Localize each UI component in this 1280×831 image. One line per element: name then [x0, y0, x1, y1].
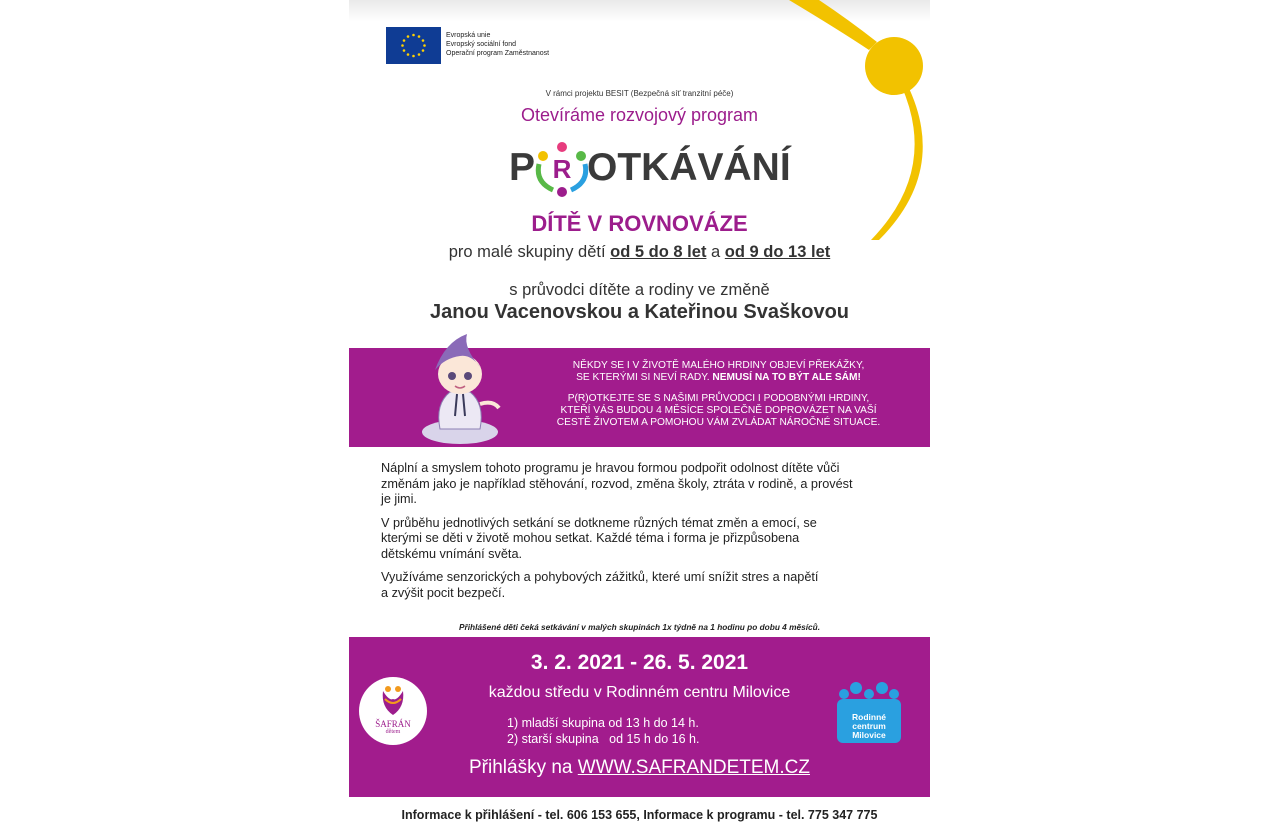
group-time-1: 1) mladší skupina od 13 h do 14 h.	[507, 716, 699, 730]
desc-p2-l2: kterými se děti v životě mohou setkat. Každé téma i forma je přizpůsobena	[381, 531, 800, 545]
age-range-2: od 9 do 13 let	[724, 243, 831, 261]
logo-prefix: P	[509, 146, 536, 189]
hero-banner-text	[527, 360, 910, 438]
desc-p1-l1: Náplní a smyslem tohoto programu je hravou formou podpořit odolnost dítěte vůči	[381, 461, 840, 475]
banner-p1-line2b: NEMUSÍ NA TO BÝT ALE SÁM!	[712, 372, 861, 383]
schedule-note: Přihlášené děti čeká setkávání v malých skupinách 1x týdně na 1 hodinu po dobu 4 měsíců.	[458, 622, 821, 632]
age-range-1: od 5 do 8 let	[610, 243, 707, 261]
ages-join: a	[706, 243, 725, 261]
rc-line-2: centrum	[852, 721, 886, 731]
banner-p2-line2: KTEŘÍ VÁS BUDOU 4 MĚSÍCE SPOLEČNĚ DOPROVÁZET NA VAŠÍ	[560, 405, 877, 416]
guides-names: Janou Vacenovskou a Kateřinou Svaškovou	[429, 301, 850, 323]
flyer-page	[349, 0, 930, 831]
description-paragraph-1	[381, 461, 911, 508]
schedule-banner	[349, 637, 930, 797]
hero-banner	[349, 348, 930, 447]
age-groups-line	[349, 243, 930, 262]
banner-p1-line2a: SE KTERÝMI SI NEVÍ RADY.	[576, 372, 713, 383]
guides-intro: s průvodci dítěte a rodiny ve změně	[509, 281, 770, 299]
rc-line-1: Rodinné	[852, 712, 886, 722]
program-subtitle: DÍTĚ V ROVNOVÁZE	[531, 211, 748, 236]
rc-logo-text	[834, 713, 904, 740]
eu-line-3: Operační program Zaměstnanost	[446, 50, 550, 57]
desc-p2-l1: V průběhu jednotlivých setkání se dotkneme různých témat změn a emocí, se	[381, 515, 817, 530]
program-description	[381, 461, 911, 609]
group-time-2: 2) starší skupina od 15 h do 16 h.	[507, 732, 700, 746]
weekly-location: každou středu v Rodinném centru Milovice	[488, 684, 791, 701]
rc-line-3: Milovice	[852, 730, 886, 740]
intro-heading: Otevíráme rozvojový program	[520, 105, 759, 125]
eu-line-1: Evropská unie	[446, 32, 491, 39]
safran-sub: dětem	[385, 729, 401, 735]
signup-lead: Přihlášky na	[469, 757, 578, 778]
banner-p2-line1: P(R)OTKEJTE SE S NAŠIMI PRŮVODCI I PODOBNÝMI HRDINY,	[567, 393, 870, 404]
desc-p3-l2: a zvýšit pocit bezpečí.	[381, 585, 506, 600]
desc-p3-l1: Využíváme senzorických a pohybových zážitků, které umí snížit stres a napětí	[381, 570, 819, 584]
signup-url[interactable]: WWW.SAFRANDETEM.CZ	[577, 757, 810, 778]
desc-p1-l3: je jimi.	[381, 492, 417, 506]
logo-mark-letter: R	[552, 154, 572, 184]
protkavani-logo	[509, 142, 791, 198]
banner-p1-line1: NĚKDY SE I V ŽIVOTĚ MALÉHO HRDINY OBJEVÍ PŘEKÁŽKY,	[572, 360, 865, 371]
banner-p2-line3: CESTĚ ŽIVOTEM A POMOHOU VÁM ZVLÁDAT NÁROČNÉ SITUACE.	[556, 417, 881, 428]
rodinne-centrum-logo	[834, 679, 904, 745]
mascot-fairy-icon	[415, 334, 505, 444]
project-line: V rámci projektu BESIT (Bezpečná síť tranzitní péče)	[545, 89, 734, 98]
contact-info: Informace k přihlášení - tel. 606 153 655, Informace k programu - tel. 775 347 775	[401, 808, 878, 822]
desc-p2-l3: dětskému vnímání světa.	[381, 546, 523, 561]
signup-line	[349, 757, 930, 779]
safran-name: ŠAFRÁN	[375, 719, 411, 729]
eu-text	[446, 31, 549, 58]
description-paragraph-3	[381, 570, 911, 601]
logo-suffix: OTKÁVÁNÍ	[587, 146, 791, 189]
desc-p1-l2: změnám jako je například stěhování, rozvod, změna školy, ztráta v rodině, a provést	[381, 476, 853, 491]
description-paragraph-2	[381, 516, 911, 563]
group-times	[507, 715, 699, 747]
logo-mark-icon	[533, 142, 591, 198]
program-dates: 3. 2. 2021 - 26. 5. 2021	[530, 651, 749, 674]
ages-lead: pro malé skupiny dětí	[448, 243, 611, 261]
eu-line-2: Evropský sociální fond	[446, 41, 517, 48]
eu-flag-icon	[386, 27, 441, 64]
